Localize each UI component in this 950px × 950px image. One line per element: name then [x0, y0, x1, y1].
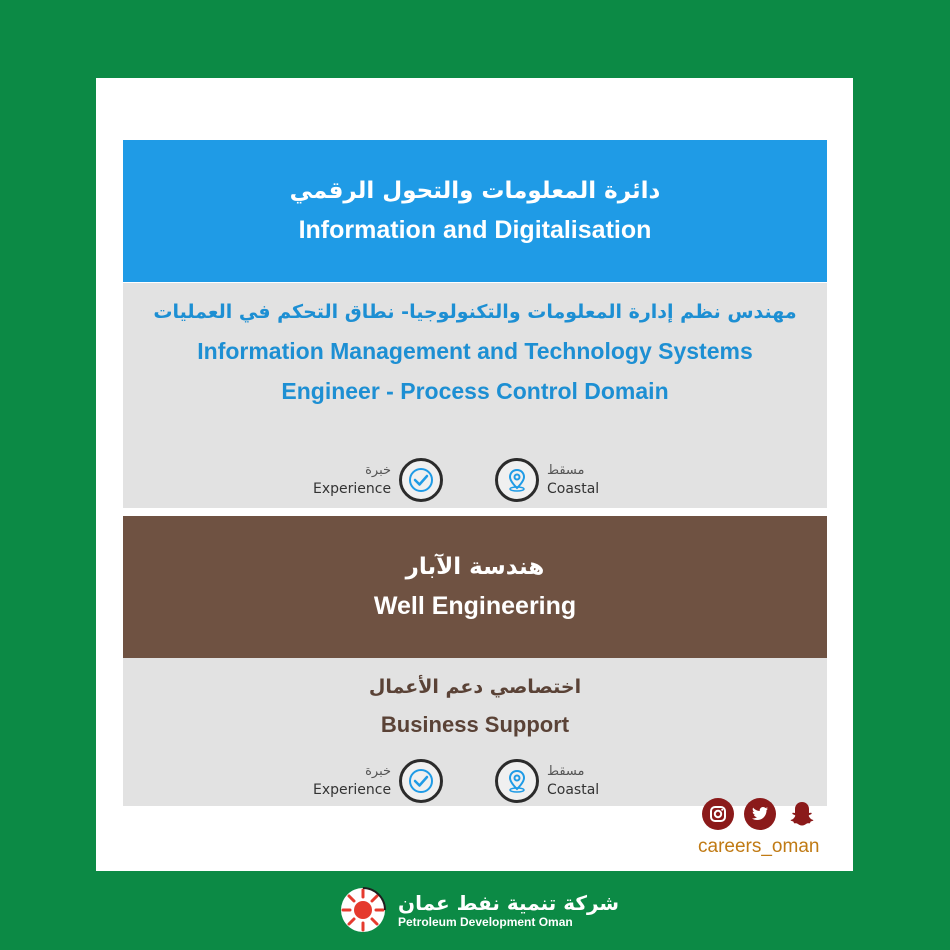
check-circle-icon [399, 759, 443, 803]
instagram-icon[interactable] [702, 798, 734, 830]
job-title-en-line2: Engineer - Process Control Domain [281, 378, 669, 404]
twitter-icon[interactable] [744, 798, 776, 830]
snapchat-icon[interactable] [786, 798, 818, 830]
department-title-ar: هندسة الآبار [405, 553, 545, 580]
experience-label-en: Experience [313, 481, 392, 497]
location-pin-icon [495, 759, 539, 803]
job-title-en: Business Support [380, 712, 570, 737]
department-title-ar: دائرة المعلومات والتحول الرقمي [289, 177, 661, 204]
job-title-ar: اختصاصي دعم الأعمال [368, 676, 582, 698]
social-links [698, 798, 828, 858]
location-label-ar: مسقط [547, 764, 585, 779]
department-header-information [123, 140, 827, 282]
experience-badge [313, 455, 443, 505]
company-name-ar: شركة تنمية نفط عمان [398, 891, 620, 915]
experience-label-ar: خبرة [365, 463, 392, 478]
company-name-en: Petroleum Development Oman [398, 915, 573, 929]
location-badge [495, 756, 599, 806]
company-logo [338, 885, 619, 935]
location-label-ar: مسقط [547, 463, 585, 478]
job-title-ar: مهندس نظم إدارة المعلومات والتكنولوجيا- نطاق التحكم في العمليات [153, 301, 797, 323]
location-badge [495, 455, 599, 505]
social-handle[interactable]: careers_oman [698, 836, 820, 857]
job-meta-row [123, 455, 827, 505]
department-title-en: Information and Digitalisation [298, 215, 652, 244]
experience-badge [313, 756, 443, 806]
check-circle-icon [399, 458, 443, 502]
department-title-en: Well Engineering [373, 591, 577, 620]
experience-label-en: Experience [313, 782, 392, 798]
department-header-well-engineering [123, 516, 827, 658]
location-label-en: Coastal [547, 782, 600, 798]
job-title-en [197, 331, 753, 411]
experience-label-ar: خبرة [365, 764, 392, 779]
job-item-imt-engineer [123, 283, 827, 508]
pdo-logo-icon [338, 885, 388, 935]
job-listing-card [96, 78, 853, 871]
location-pin-icon [495, 458, 539, 502]
location-label-en: Coastal [547, 481, 600, 497]
job-title-en-line1: Information Management and Technology Systems [197, 338, 753, 364]
job-item-business-support [123, 658, 827, 806]
